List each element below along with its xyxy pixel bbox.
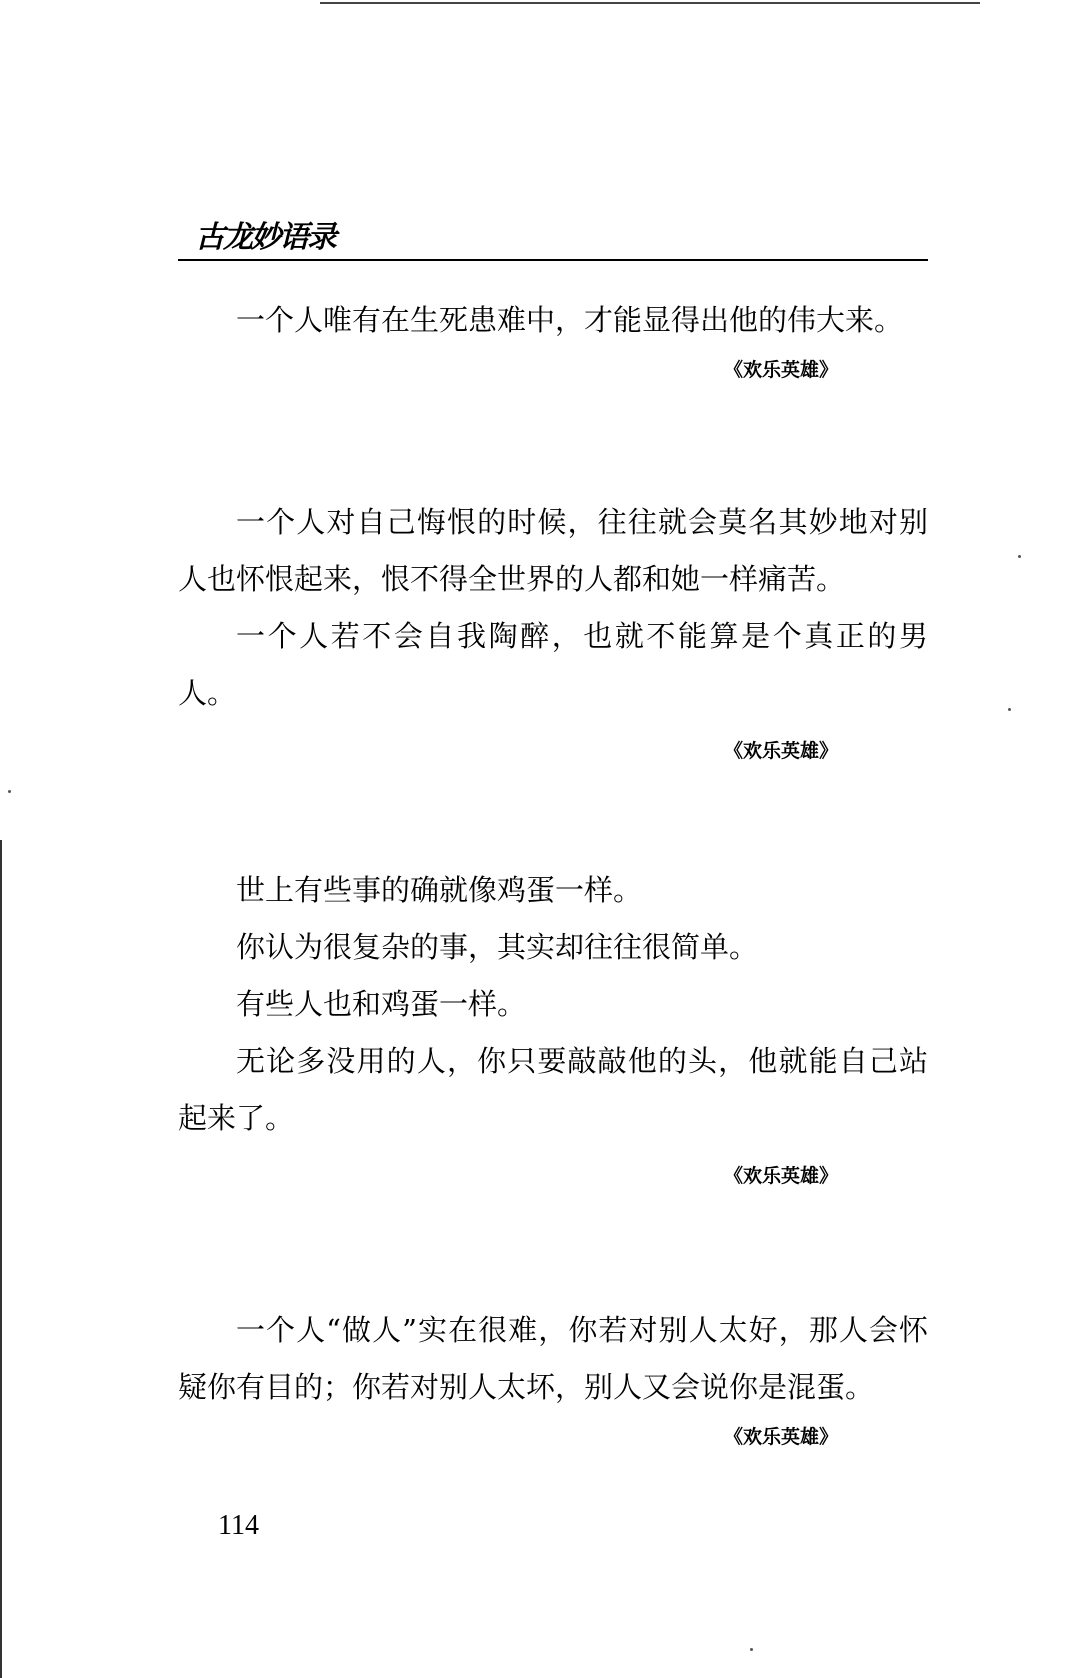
quote-paragraph: 无论多没用的人，你只要敲敲他的头，他就能自己站起来了。 — [178, 1044, 928, 1135]
quote-source: 《欢乐英雄》 — [723, 1165, 838, 1187]
quote-paragraph: 世上有些事的确就像鸡蛋一样。 — [236, 873, 643, 907]
quote-paragraph: 有些人也和鸡蛋一样。 — [236, 987, 527, 1021]
quote-paragraph: 一个人“做人”实在很难，你若对别人太好，那人会怀疑你有目的；你若对别人太坏，别人又会说你是混蛋。 — [178, 1313, 928, 1404]
running-header-title: 古龙妙语录 — [195, 220, 335, 255]
scan-edge-left — [0, 840, 2, 1678]
scan-speck — [1008, 708, 1011, 711]
quote-paragraph: 你认为很复杂的事，其实却往往很简单。 — [236, 930, 759, 964]
quote-source: 《欢乐英雄》 — [723, 359, 838, 381]
quote-source: 《欢乐英雄》 — [723, 1426, 838, 1448]
header-rule — [178, 259, 928, 261]
quote-paragraph: 一个人若不会自我陶醉，也就不能算是个真正的男人。 — [178, 619, 928, 710]
quote-paragraph: 一个人对自己悔恨的时候，往往就会莫名其妙地对别人也怀恨起来，恨不得全世界的人都和她一样痛苦。 — [178, 505, 928, 596]
quote-paragraph: 一个人唯有在生死患难中，才能显得出他的伟大来。 — [236, 303, 904, 337]
quote-block — [178, 1302, 928, 1449]
scan-speck — [1018, 555, 1021, 558]
quote-source: 《欢乐英雄》 — [723, 740, 838, 762]
quote-block — [178, 292, 928, 382]
quote-block — [178, 862, 928, 1188]
page-number: 114 — [218, 1510, 259, 1541]
quote-block — [178, 494, 928, 763]
scan-speck — [8, 790, 11, 793]
scan-edge-top — [320, 2, 980, 4]
scan-speck — [750, 1648, 753, 1651]
